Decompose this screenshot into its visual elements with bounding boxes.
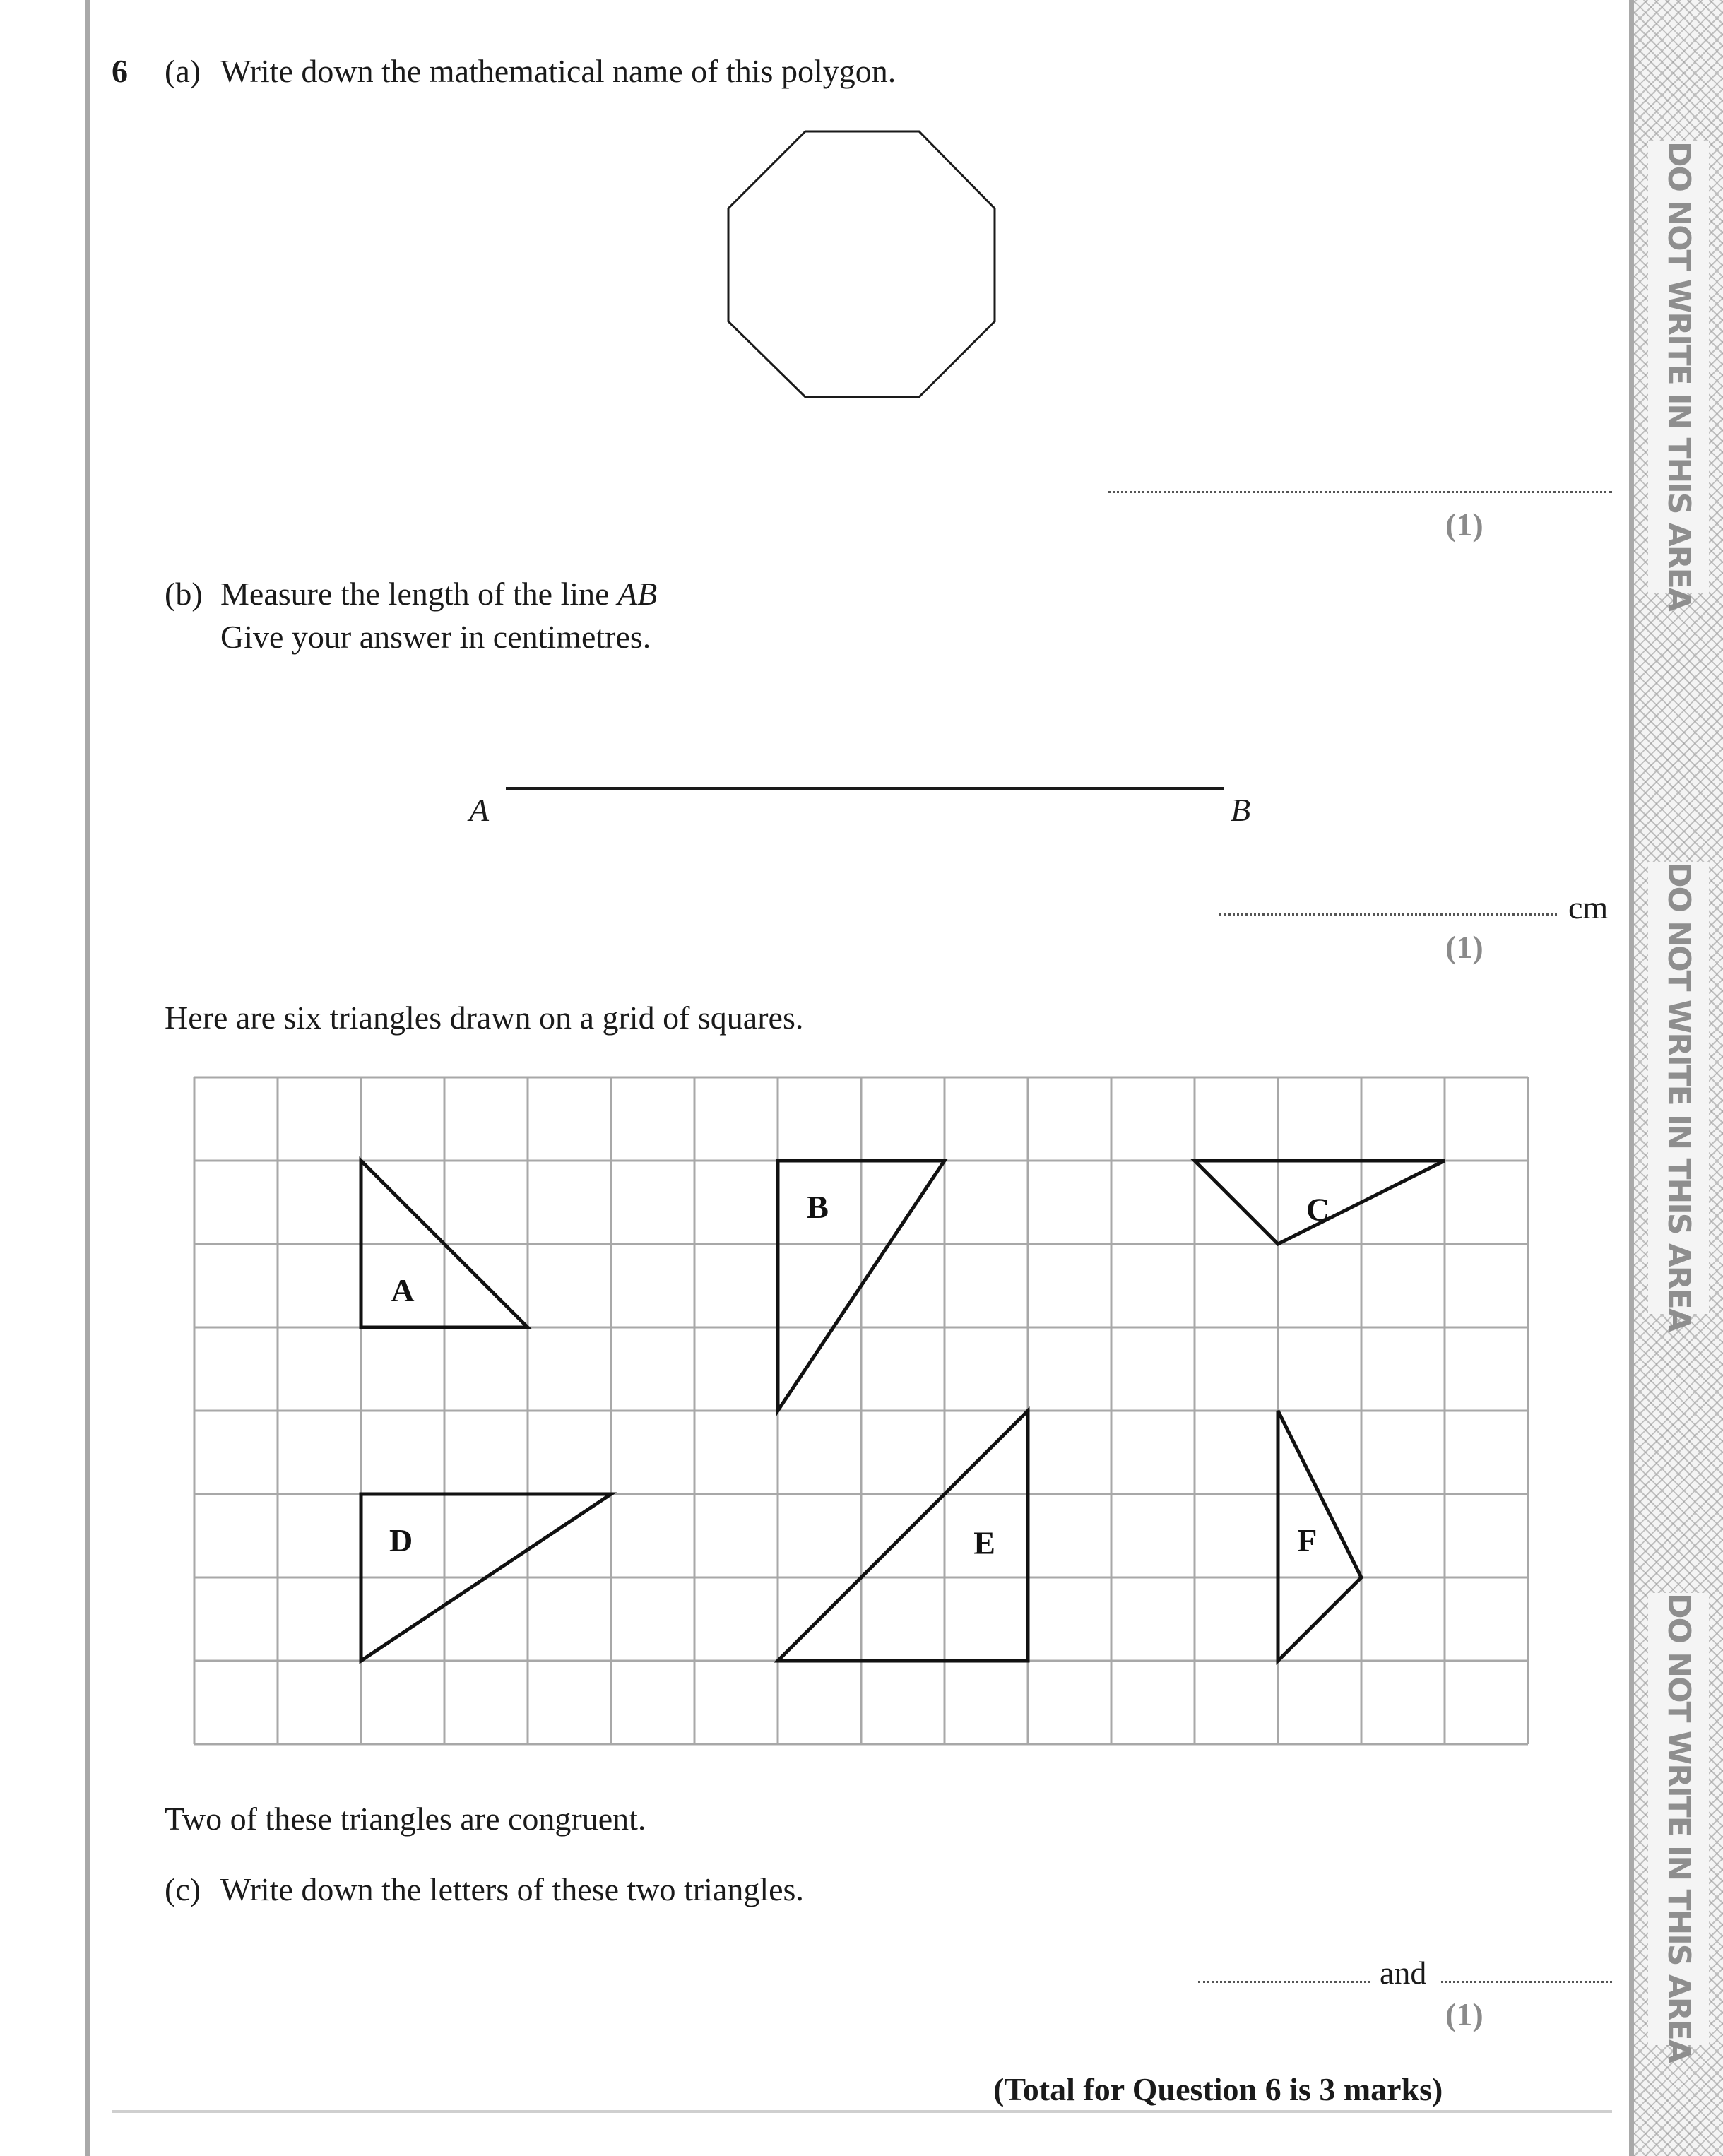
triangle-label-c: C xyxy=(1306,1191,1330,1228)
part-b-question: Measure the length of the line AB xyxy=(220,576,658,612)
part-c-question: Write down the letters of these two triangles. xyxy=(220,1871,804,1907)
grid-intro-text: Here are six triangles drawn on a grid of squares. xyxy=(165,1000,804,1036)
part-b-instruction: Give your answer in centimetres. xyxy=(220,619,651,655)
bottom-rule xyxy=(112,2110,1612,2113)
triangle-f xyxy=(1278,1411,1361,1661)
answer-line-c-second[interactable] xyxy=(1441,1981,1612,1983)
right-margin-rule xyxy=(1629,0,1634,2156)
margin-warning-label: DO NOT WRITE IN THIS AREA xyxy=(1648,1593,1709,2045)
triangle-label-f: F xyxy=(1297,1522,1318,1558)
congruent-text: Two of these triangles are congruent. xyxy=(165,1801,646,1837)
marks-b: (1) xyxy=(1445,929,1484,965)
octagon-figure xyxy=(721,127,1017,403)
answer-line-a[interactable] xyxy=(1108,491,1612,493)
triangle-label-e: E xyxy=(973,1524,995,1561)
triangle-label-d: D xyxy=(389,1522,413,1558)
point-b-label: B xyxy=(1231,792,1251,828)
part-b-label: (b) xyxy=(165,576,203,612)
margin-warning-label: DO NOT WRITE IN THIS AREA xyxy=(1648,862,1709,1314)
answer-line-c-first[interactable] xyxy=(1198,1981,1370,1983)
part-a-label: (a) xyxy=(165,53,201,89)
part-c-label: (c) xyxy=(165,1871,201,1907)
triangle-label-a: A xyxy=(391,1272,415,1308)
line-ab xyxy=(506,787,1224,790)
do-not-write-margin xyxy=(1634,0,1723,2156)
left-margin-rule xyxy=(85,0,90,2156)
unit-cm: cm xyxy=(1568,889,1609,925)
point-a-label: A xyxy=(469,792,490,828)
marks-c: (1) xyxy=(1445,1996,1484,2032)
question-number: 6 xyxy=(112,53,128,89)
total-marks: (Total for Question 6 is 3 marks) xyxy=(993,2071,1443,2107)
answer-line-b[interactable] xyxy=(1219,913,1557,916)
triangle-label-b: B xyxy=(807,1188,829,1225)
triangle-grid xyxy=(191,1074,1533,1752)
margin-warning-label: DO NOT WRITE IN THIS AREA xyxy=(1648,141,1709,593)
and-word: and xyxy=(1380,1955,1427,1991)
part-a-question: Write down the mathematical name of this polygon. xyxy=(220,53,896,89)
marks-a: (1) xyxy=(1445,507,1484,543)
